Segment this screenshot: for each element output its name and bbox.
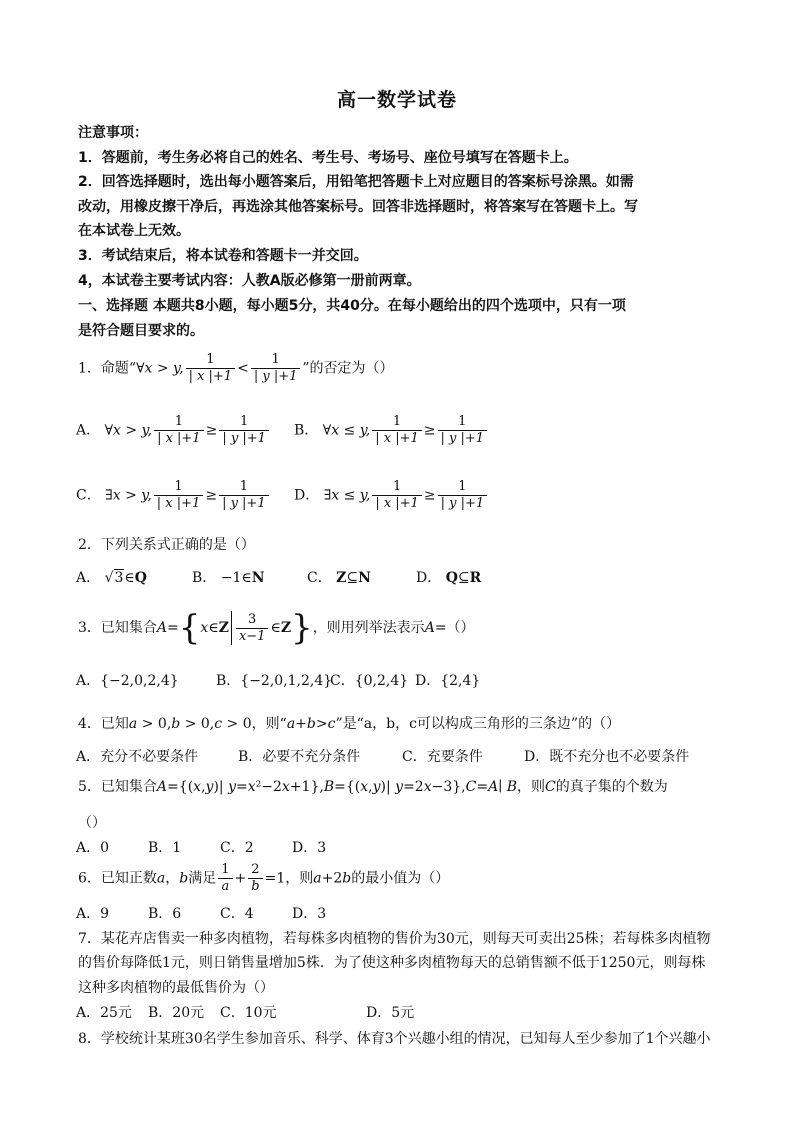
notice-item: 3．考试结束后，将本试卷和答题卡一并交回。: [78, 248, 368, 264]
question-7: 7．某花卉店售卖一种多肉植物，若每株多肉植物的售价为30元，则每天可卖出25株；若每株多肉植物: [78, 931, 711, 947]
q3-option-a: A．{−2,0,2,4}: [76, 673, 179, 689]
q1-prefix: 1．命题“: [78, 360, 137, 377]
q7-option-d: D．5元: [366, 1005, 415, 1021]
q5-option-d: D．3: [292, 840, 327, 856]
question-8: 8．学校统计某班30名学生参加音乐、科学、体育3个兴趣小组的情况，已知每人至少参加了1个兴趣小: [78, 1031, 711, 1047]
q4-option-b: B．必要不充分条件: [238, 749, 361, 765]
q2-option-a: A． √3∈Q: [76, 570, 147, 586]
q6-option-a: A．9: [76, 906, 110, 922]
question-7-cont: 的售价每降低1元，则日销售量增加5株．为了使这种多肉植物每天的总销售额不低于1250元，则每株: [78, 955, 706, 971]
notice-item: 4，本试卷主要考试内容：人教A版必修第一册前两章。: [78, 273, 421, 289]
q6-option-c: C．4: [220, 906, 254, 922]
question-7-cont: 这种多肉植物的最低售价为（）: [78, 980, 274, 996]
q2-option-d: D． Q⊆R: [416, 570, 482, 586]
q1-option-c: C． ∃x > y, $\frac{1}{| x |+1}$ ≥ $\frac{1}{| y |+1}$: [76, 479, 271, 512]
q6-option-b: B．6: [148, 906, 182, 922]
q7-option-b: B．20元: [148, 1005, 205, 1021]
q5-option-b: B．1: [148, 840, 182, 856]
q4-option-c: C．充要条件: [402, 749, 483, 765]
notice-heading: 注意事项：: [78, 125, 148, 141]
q3-option-c: C．{0,2,4}: [330, 673, 409, 689]
question-4: 4．已知a > 0,b > 0,c > 0，则“a+b>c”是“a，b，c可以构成三角形的三条边”的（）: [78, 716, 621, 732]
q1-option-a: A． ∀x > y, $\frac{1}{| x |+1}$ ≥ $\frac{1}{| y |+1}$: [76, 414, 271, 447]
q3-option-b: B．{−2,0,1,2,4}: [216, 673, 333, 689]
notice-item: 在本试卷上无效。: [78, 223, 190, 239]
q7-option-a: A．25元: [76, 1005, 132, 1021]
q4-option-a: A．充分不必要条件: [76, 749, 199, 765]
q5-option-c: C．2: [220, 840, 254, 856]
section-heading-cont: 是符合题目要求的。: [78, 323, 204, 339]
notice-item: 改动，用橡皮擦干净后，再选涂其他答案标号。回答非选择题时，将答案写在答题卡上。写: [78, 199, 638, 215]
q3-option-d: D．{2,4}: [415, 673, 481, 689]
question-1: 1．命题“∀x > y, $\frac{1}{| x |+1}$ < $\frac{1}{| y |+1}$ ”的否定为（）: [78, 352, 394, 384]
notice-item: 2．回答选择题时，选出每小题答案后，用铅笔把答题卡上对应题目的答案标号涂黑。如需: [78, 174, 634, 190]
q2-option-b: B． −1∈N: [192, 570, 265, 586]
page-title: 高一数学试卷: [336, 89, 457, 111]
question-6: 6．已知正数a，b满足 $\frac{1}{a}$ + $\frac{2}{b}$ =1，则a+2b的最小值为（）: [78, 862, 450, 894]
section-heading: 一、选择题 本题共8小题，每小题5分，共40分。在每小题给出的四个选项中，只有一项: [78, 298, 626, 314]
q2-option-c: C． Z⊆N: [307, 570, 371, 586]
q7-option-c: C．10元: [220, 1005, 277, 1021]
question-2: 2．下列关系式正确的是（）: [78, 537, 255, 553]
q1-suffix: ”的否定为（）: [302, 360, 394, 377]
q4-option-d: D．既不充分也不必要条件: [524, 749, 690, 765]
question-5: 5．已知集合A={(x,y)| y=x²−2x+1},B={(x,y)| y=2x−3},C=A∣ B，则C的真子集的个数为: [78, 779, 668, 795]
q1-option-b: B． ∀x ≤ y, $\frac{1}{| x |+1}$ ≥ $\frac{1}{| y |+1}$: [294, 414, 489, 447]
q1-option-d: D． ∃x ≤ y, $\frac{1}{| x |+1}$ ≥ $\frac{1}{| y |+1}$: [294, 479, 489, 512]
q5-option-a: A．0: [76, 840, 110, 856]
q5-answer-blank: （）: [78, 815, 106, 831]
notice-item: 1．答题前，考生务必将自己的姓名、考生号、考场号、座位号填写在答题卡上。: [78, 150, 578, 166]
question-3: 3．已知集合A={x∈Z $\frac{3}{x-1}$ ∈Z}，则用列举法表示A=（）: [78, 608, 475, 648]
q6-option-d: D．3: [292, 906, 327, 922]
